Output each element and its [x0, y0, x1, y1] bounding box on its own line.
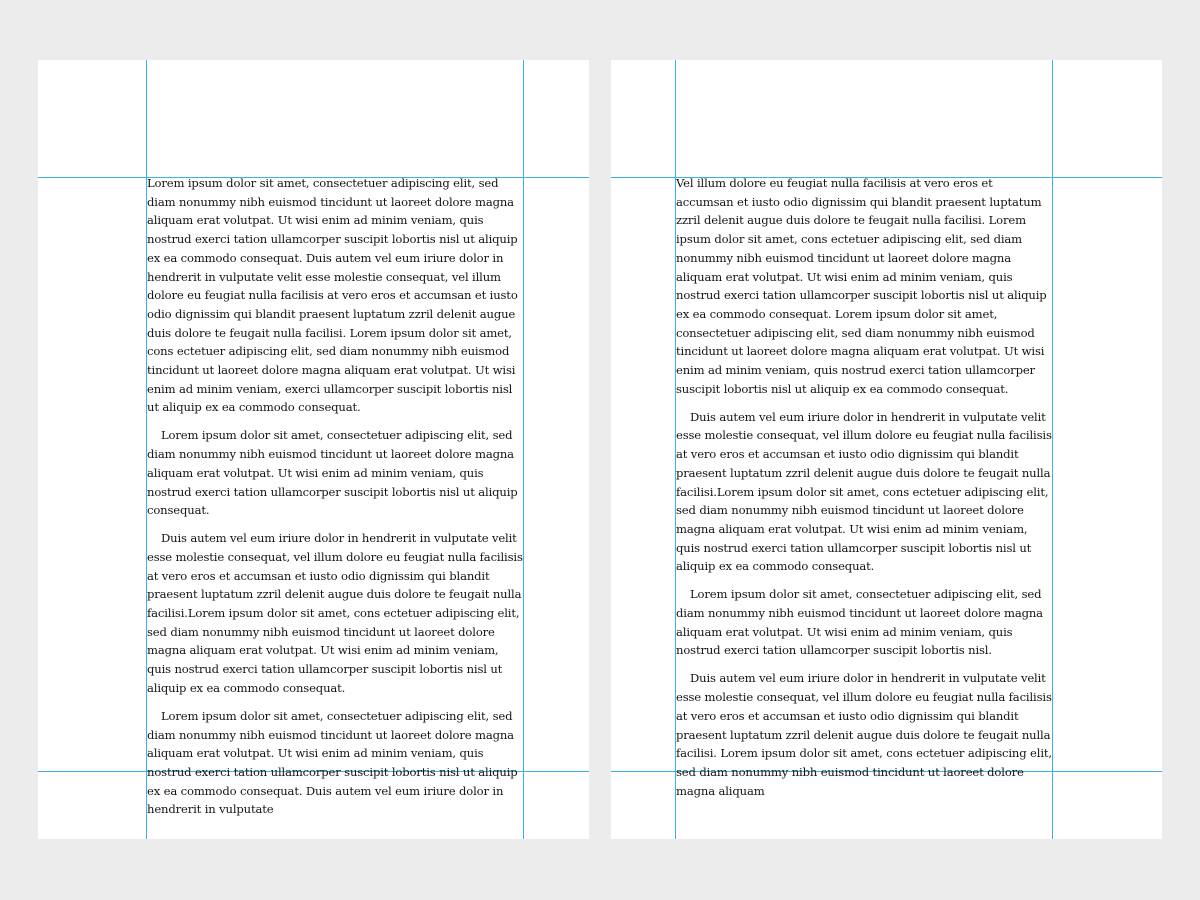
right-paragraph-4: Duis autem vel eum iriure dolor in hendrerit in vulputate velit esse molestie consequat, vel illum dolore eu feugiat nulla facilisis at vero eros et accumsan et iusto odio dignissim qui blandit praesent luptatum zzril delenit augue duis dolore te feugait nulla facilisi. Lorem ipsum dolor sit amet, cons ectetuer adipiscing elit, sed diam nonummy nibh euismod tincidunt ut laoreet dolore magna aliquam — [676, 671, 1052, 798]
right-paragraph-3: Lorem ipsum dolor sit amet, consectetuer adipiscing elit, sed diam nonummy nibh euismod tincidunt ut laoreet dolore magna aliquam erat volutpat. Ut wisi enim ad minim veniam, quis nostrud exerci tation ullamcorper suscipit lobortis nisl. — [676, 587, 1043, 658]
left-page — [38, 60, 589, 839]
right-page — [611, 60, 1162, 839]
left-page-text-frame[interactable] — [147, 174, 524, 817]
left-paragraph-2: Lorem ipsum dolor sit amet, consectetuer adipiscing elit, sed diam nonummy nibh euismod tincidunt ut laoreet dolore magna aliquam erat volutpat. Ut wisi enim ad minim veniam, quis nostrud exerci tation ullamcorper suscipit lobortis nisl ut aliquip consequat. — [147, 428, 518, 518]
right-paragraph-1: Vel illum dolore eu feugiat nulla facilisis at vero eros et accumsan et iusto odio dignissim qui blandit praesent luptatum zzril delenit augue duis dolore te feugait nulla facilisi. Lorem ipsum dolor sit amet, cons ectetuer adipiscing elit, sed diam nonummy nibh euismod tincidunt ut laoreet dolore magna aliquam erat volutpat. Ut wisi enim ad minim veniam, quis nostrud exerci tation ullamcorper suscipit lobortis nisl ut aliquip ex ea commodo consequat. Lorem ipsum dolor sit amet, consectetuer adipiscing elit, sed diam nonummy nibh euismod tincidunt ut laoreet dolore magna aliquam erat volutpat. Ut wisi enim ad minim veniam, quis nostrud exerci tation ullamcorper suscipit lobortis nisl ut aliquip ex ea commodo consequat. — [676, 176, 1047, 396]
left-paragraph-3: Duis autem vel eum iriure dolor in hendrerit in vulputate velit esse molestie consequat, vel illum dolore eu feugiat nulla facilisis at vero eros et accumsan et iusto odio dignissim qui blandit praesent luptatum zzril delenit augue duis dolore te feugait nulla facilisi.Lorem ipsum dolor sit amet, cons ectetuer adipiscing elit, sed diam nonummy nibh euismod tincidunt ut laoreet dolore magna aliquam erat volutpat. Ut wisi enim ad minim veniam, quis nostrud exerci tation ullamcorper suscipit lobortis nisl ut aliquip ex ea commodo consequat. — [147, 531, 523, 695]
right-page-text-frame[interactable] — [676, 174, 1053, 798]
left-paragraph-4: Lorem ipsum dolor sit amet, consectetuer adipiscing elit, sed diam nonummy nibh euismod tincidunt ut laoreet dolore magna aliquam erat volutpat. Ut wisi enim ad minim veniam, quis nostrud exerci tation ullamcorper suscipit lobortis nisl ut aliquip ex ea commodo consequat. Duis autem vel eum iriure dolor in hendrerit in vulputate — [147, 708, 518, 817]
left-paragraph-1: Lorem ipsum dolor sit amet, consectetuer adipiscing elit, sed diam nonummy nibh euismod tincidunt ut laoreet dolore magna aliquam erat volutpat. Ut wisi enim ad minim veniam, quis nostrud exerci tation ullamcorper suscipit lobortis nisl ut aliquip ex ea commodo consequat. Duis autem vel eum iriure dolor in hendrerit in vulputate velit esse molestie consequat, vel illum dolore eu feugiat nulla facilisis at vero eros et accumsan et iusto odio dignissim qui blandit praesent luptatum zzril delenit augue duis dolore te feugait nulla facilisi. Lorem ipsum dolor sit amet, cons ectetuer adipiscing elit, sed diam nonummy nibh euismod tincidunt ut laoreet dolore magna aliquam erat volutpat. Ut wisi enim ad minim veniam, exerci ullamcorper suscipit lobortis nisl ut aliquip ex ea commodo consequat. — [147, 176, 518, 415]
right-paragraph-2: Duis autem vel eum iriure dolor in hendrerit in vulputate velit esse molestie consequat, vel illum dolore eu feugiat nulla facilisis at vero eros et accumsan et iusto odio dignissim qui blandit praesent luptatum zzril delenit augue duis dolore te feugait nulla facilisi.Lorem ipsum dolor sit amet, cons ectetuer adipiscing elit, sed diam nonummy nibh euismod tincidunt ut laoreet dolore magna aliquam erat volutpat. Ut wisi enim ad minim veniam, quis nostrud exerci tation ullamcorper suscipit lobortis nisl ut aliquip ex ea commodo consequat. — [676, 409, 1052, 574]
